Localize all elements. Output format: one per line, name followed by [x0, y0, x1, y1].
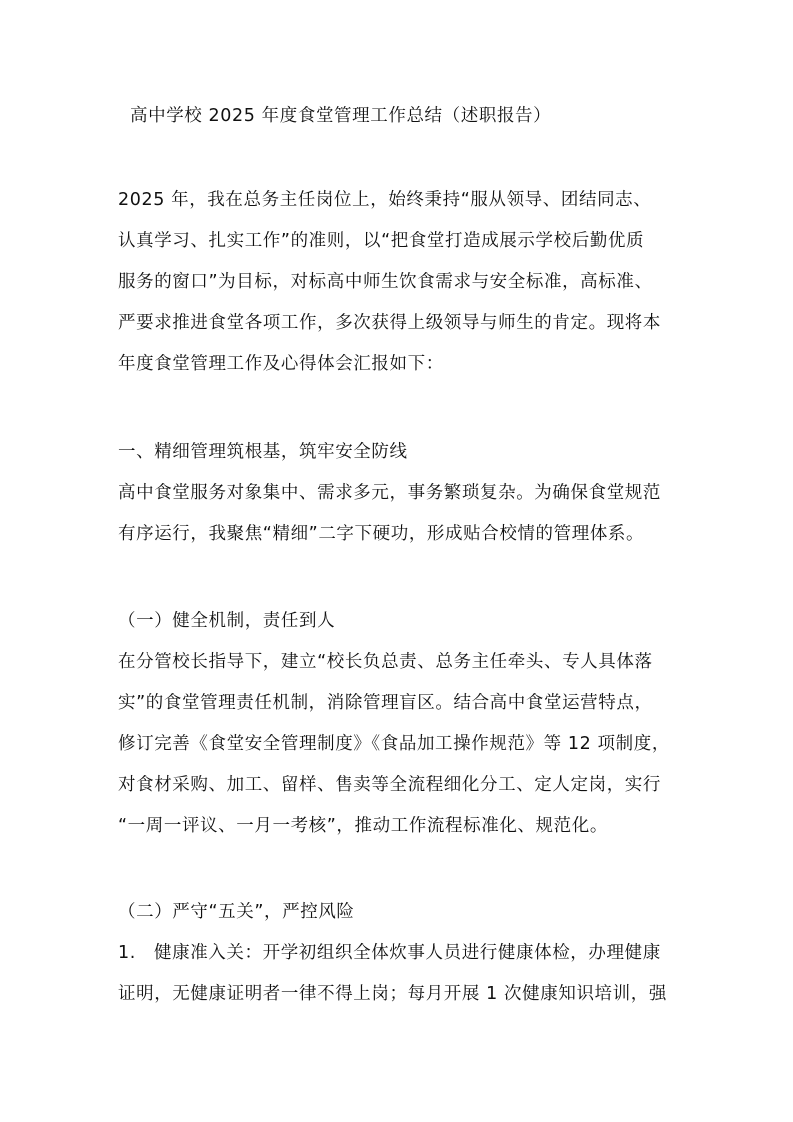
- intro-line-1: 2025 年，我在总务主任岗位上，始终秉持“服从领导、团结同志、: [118, 190, 652, 210]
- list-item-1-text: 健康准入关：开学初组织全体炊事人员进行健康体检，办理健康: [154, 943, 661, 963]
- subsection-1-line-5: “一周一评议、一月一考核”，推动工作流程标准化、规范化。: [118, 816, 608, 836]
- subsection-1-line-2: 实”的食堂管理责任机制，消除管理盲区。结合高中食堂运营特点，: [118, 693, 653, 713]
- list-item-1-continuation: 证明，无健康证明者一律不得上岗；每月开展 1 次健康知识培训，强: [118, 984, 667, 1004]
- section-1-line-1: 高中食堂服务对象集中、需求多元，事务繁琐复杂。为确保食堂规范: [118, 483, 661, 503]
- section-1-line-2: 有序运行，我聚焦“精细”二字下硬功，形成贴合校情的管理体系。: [118, 524, 645, 544]
- section-1-heading: 一、精细管理筑根基，筑牢安全防线: [118, 442, 408, 462]
- subsection-2-heading: （二）严守“五关”，严控风险: [118, 902, 355, 922]
- document-title: 高中学校 2025 年度食堂管理工作总结（述职报告）: [130, 106, 552, 126]
- subsection-1-line-1: 在分管校长指导下，建立“校长负总责、总务主任牵头、专人具体落: [118, 652, 653, 672]
- subsection-1-line-3: 修订完善《食堂安全管理制度》《食品加工操作规范》等 12 项制度，: [118, 734, 670, 754]
- intro-line-4: 严要求推进食堂各项工作，多次获得上级领导与师生的肯定。现将本: [118, 313, 661, 333]
- list-item-1-number: 1.: [118, 943, 136, 963]
- subsection-1-line-4: 对食材采购、加工、留样、售卖等全流程细化分工、定人定岗，实行: [118, 775, 661, 795]
- list-item-1: [118, 941, 661, 965]
- intro-line-5: 年度食堂管理工作及心得体会汇报如下：: [118, 354, 444, 374]
- intro-line-3: 服务的窗口”为目标，对标高中师生饮食需求与安全标准，高标准、: [118, 272, 653, 292]
- intro-line-2: 认真学习、扎实工作”的准则，以“把食堂打造成展示学校后勤优质: [118, 231, 645, 251]
- subsection-1-heading: （一）健全机制，责任到人: [118, 611, 336, 631]
